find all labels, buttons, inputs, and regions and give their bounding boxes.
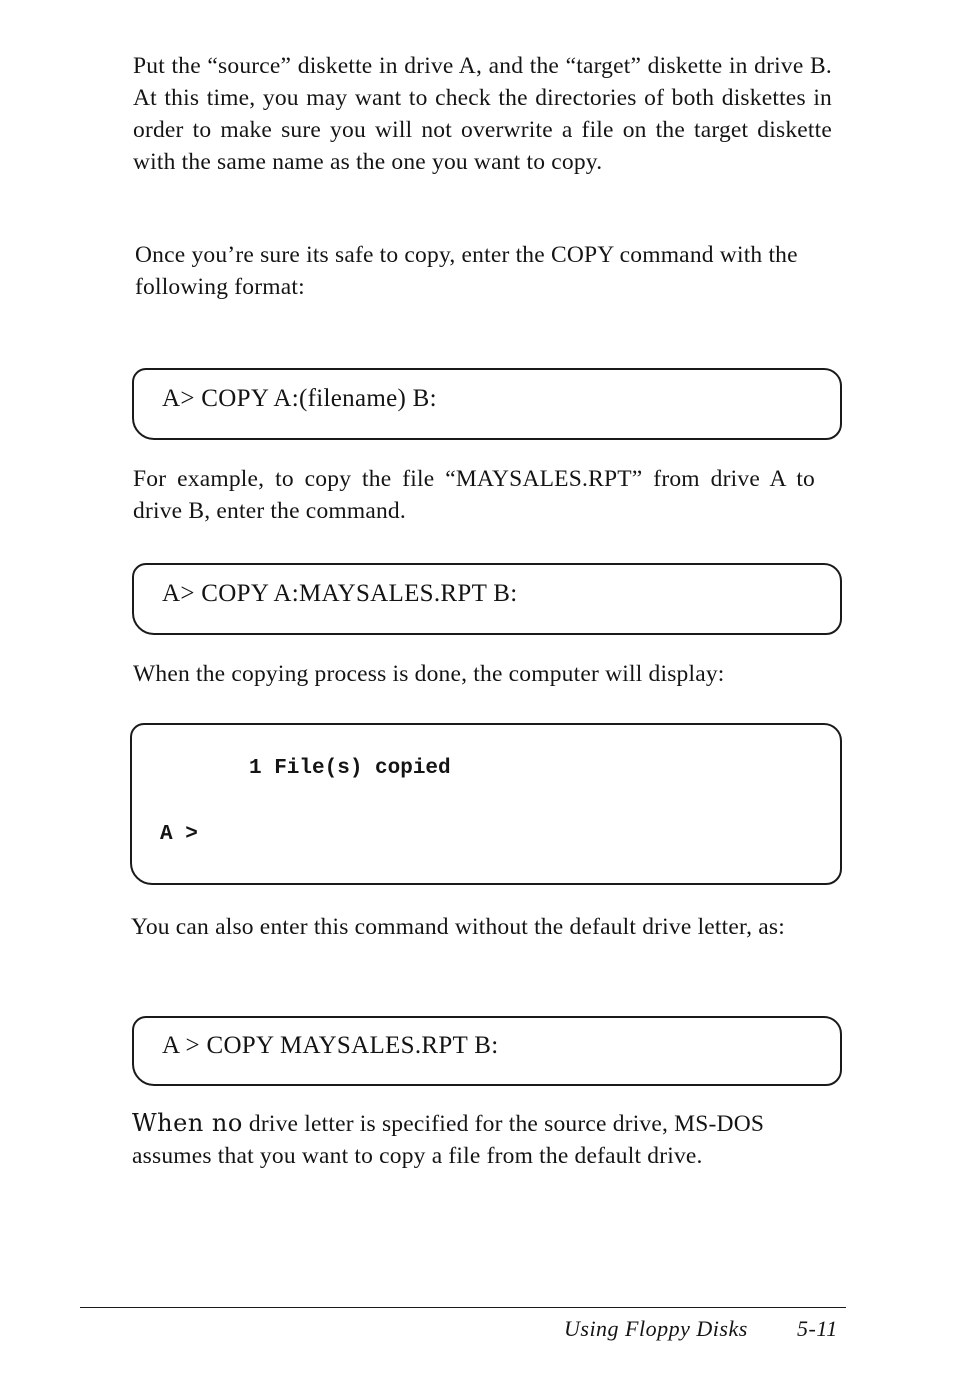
completion-paragraph: When the copying process is done, the computer will display: — [133, 661, 725, 687]
command-without-drive: A > COPY MAYSALES.RPT B: — [162, 1032, 499, 1059]
screen-output-box — [130, 723, 842, 885]
files-copied-message: 1 File(s) copied — [249, 757, 451, 780]
command-box-without-drive — [132, 1016, 842, 1086]
footer-section-title: Using Floppy Disks — [564, 1316, 748, 1341]
command-box-example — [132, 563, 842, 635]
footer-rule — [80, 1307, 846, 1308]
default-drive-rest: drive letter is specified for the source drive, MS-DOS assumes that you want to copy a file from the default drive. — [132, 1111, 765, 1169]
command-format: A> COPY A:(filename) B: — [162, 385, 437, 412]
dos-prompt: A > — [160, 823, 198, 846]
command-box-format — [132, 368, 842, 440]
intro-paragraph: Put the “source” diskette in drive A, and the “target” diskette in drive B. At this time, you may want to check the directories of both diskettes in order to make sure you will not overwrite a file on the target diskette with the same name as the one you want to copy. — [133, 53, 832, 175]
no-drive-letter-paragraph: You can also enter this command without the default drive letter, as: — [131, 914, 785, 940]
default-drive-lead: When no — [132, 1109, 243, 1137]
command-example: A> COPY A:MAYSALES.RPT B: — [162, 580, 518, 607]
example-paragraph: For example, to copy the file “MAYSALES.RPT” from drive A to drive B, enter the command. — [133, 466, 815, 524]
footer-page-number: 5-11 — [797, 1316, 838, 1341]
copy-format-paragraph: Once you’re sure its safe to copy, enter the COPY command with the following format: — [135, 242, 798, 300]
default-drive-paragraph — [132, 1107, 844, 1172]
